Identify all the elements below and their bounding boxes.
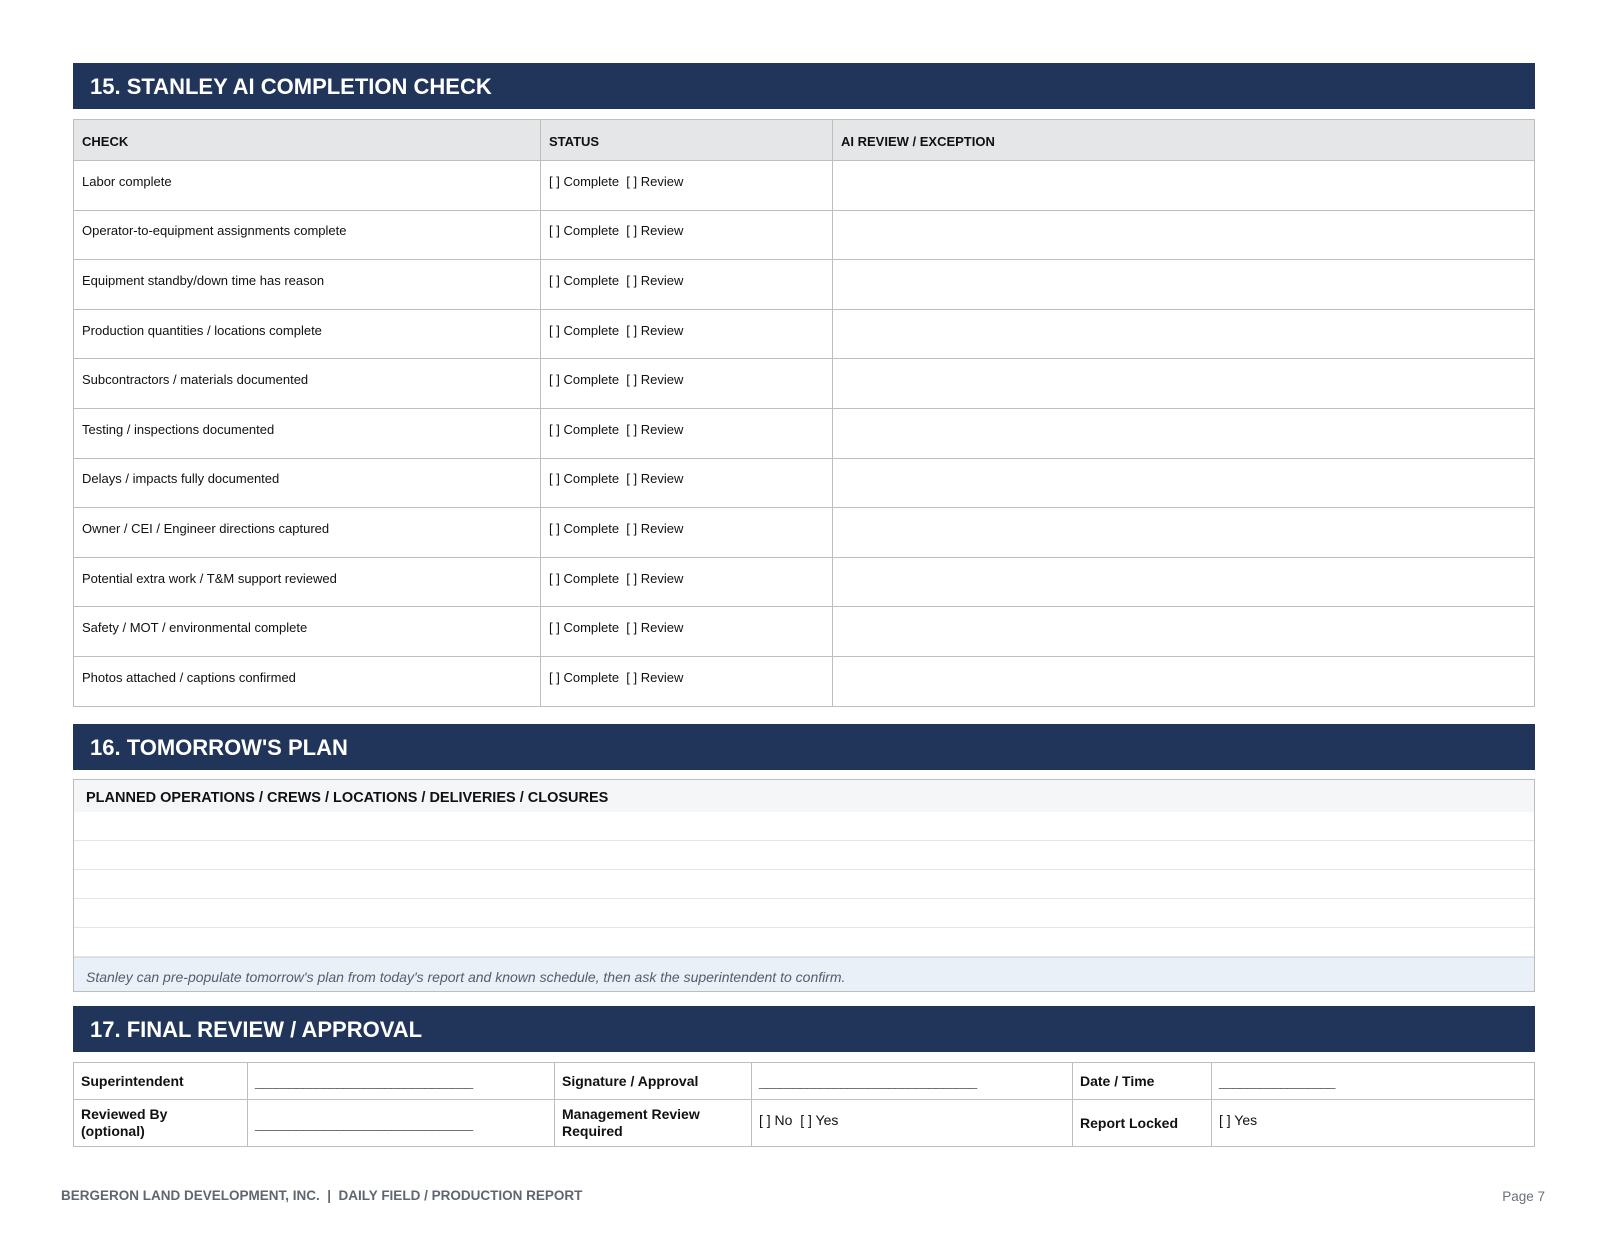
ai-review-cell[interactable] [833,309,1535,359]
ai-review-cell[interactable] [833,458,1535,508]
table-row [74,359,1535,409]
superintendent-label: Superintendent [74,1063,248,1100]
reviewed-by-label-text: Reviewed By [81,1106,168,1122]
table-row [74,607,1535,657]
check-status-options[interactable]: [ ] Complete [ ] Review [541,408,833,458]
table-row [74,309,1535,359]
reviewed-by-label [74,1100,248,1147]
check-status-options[interactable]: [ ] Complete [ ] Review [541,359,833,409]
check-item-label: Testing / inspections documented [74,408,541,458]
table-row [74,458,1535,508]
management-review-required-text: Required [562,1123,623,1139]
check-item-label: Safety / MOT / environmental complete [74,607,541,657]
column-header-ai-review: AI REVIEW / EXCEPTION [833,120,1535,161]
check-status-options[interactable]: [ ] Complete [ ] Review [541,260,833,310]
column-header-status: STATUS [541,120,833,161]
table-row [74,260,1535,310]
ai-review-cell[interactable] [833,607,1535,657]
check-item-label: Subcontractors / materials documented [74,359,541,409]
table-header-row [74,120,1535,161]
check-status-options[interactable]: [ ] Complete [ ] Review [541,508,833,558]
check-status-options[interactable]: [ ] Complete [ ] Review [541,210,833,260]
ai-review-cell[interactable] [833,260,1535,310]
stanley-plan-note: Stanley can pre-populate tomorrow's plan from today's report and known schedule, then ask the superintendent to confirm. [74,957,1534,991]
check-item-label: Labor complete [74,161,541,211]
planned-operations-label: PLANNED OPERATIONS / CREWS / LOCATIONS / DELIVERIES / CLOSURES [74,780,1534,812]
check-item-label: Production quantities / locations complete [74,309,541,359]
reviewed-by-optional-text: (optional) [81,1123,145,1139]
ai-review-cell[interactable] [833,656,1535,706]
date-time-label: Date / Time [1073,1063,1212,1100]
check-status-options[interactable]: [ ] Complete [ ] Review [541,309,833,359]
ai-review-cell[interactable] [833,359,1535,409]
tomorrows-plan-box [73,779,1535,992]
report-locked-label: Report Locked [1073,1100,1212,1147]
section-17-header: 17. FINAL REVIEW / APPROVAL [73,1006,1535,1052]
table-row [74,210,1535,260]
approval-row-2 [74,1100,1535,1147]
check-item-label: Delays / impacts fully documented [74,458,541,508]
completion-check-table [73,119,1535,707]
check-status-options[interactable]: [ ] Complete [ ] Review [541,607,833,657]
ai-review-cell[interactable] [833,508,1535,558]
management-review-label-text: Management Review [562,1106,700,1122]
table-row [74,557,1535,607]
check-status-options[interactable]: [ ] Complete [ ] Review [541,458,833,508]
ai-review-cell[interactable] [833,210,1535,260]
check-item-label: Owner / CEI / Engineer directions captured [74,508,541,558]
section-15-header: 15. STANLEY AI COMPLETION CHECK [73,63,1535,109]
plan-entry-line[interactable] [74,841,1534,870]
signature-approval-field[interactable]: ________________________________ [752,1063,1073,1100]
date-time-field[interactable]: _________________ [1212,1063,1535,1100]
column-header-check: CHECK [74,120,541,161]
check-item-label: Photos attached / captions confirmed [74,656,541,706]
check-item-label: Operator-to-equipment assignments complete [74,210,541,260]
report-locked-option[interactable]: [ ] Yes [1212,1100,1535,1147]
footer-company-title: BERGERON LAND DEVELOPMENT, INC. | DAILY FIELD / PRODUCTION REPORT [61,1188,583,1203]
section-16-header: 16. TOMORROW'S PLAN [73,724,1535,770]
check-item-label: Equipment standby/down time has reason [74,260,541,310]
check-status-options[interactable]: [ ] Complete [ ] Review [541,161,833,211]
plan-entry-line[interactable] [74,928,1534,957]
approval-table [73,1062,1535,1147]
ai-review-cell[interactable] [833,408,1535,458]
ai-review-cell[interactable] [833,557,1535,607]
check-item-label: Potential extra work / T&M support reviewed [74,557,541,607]
table-row [74,408,1535,458]
signature-approval-label: Signature / Approval [555,1063,752,1100]
plan-entry-line[interactable] [74,899,1534,928]
table-row [74,161,1535,211]
plan-entry-line[interactable] [74,870,1534,899]
table-row [74,656,1535,706]
approval-row-1 [74,1063,1535,1100]
reviewed-by-signature-field[interactable]: ________________________________ [248,1100,555,1147]
footer-page-number: Page 7 [1502,1189,1545,1204]
table-row [74,508,1535,558]
management-review-options[interactable]: [ ] No [ ] Yes [752,1100,1073,1147]
superintendent-signature-field[interactable]: ________________________________ [248,1063,555,1100]
management-review-label [555,1100,752,1147]
plan-entry-line[interactable] [74,812,1534,841]
ai-review-cell[interactable] [833,161,1535,211]
check-status-options[interactable]: [ ] Complete [ ] Review [541,557,833,607]
check-status-options[interactable]: [ ] Complete [ ] Review [541,656,833,706]
